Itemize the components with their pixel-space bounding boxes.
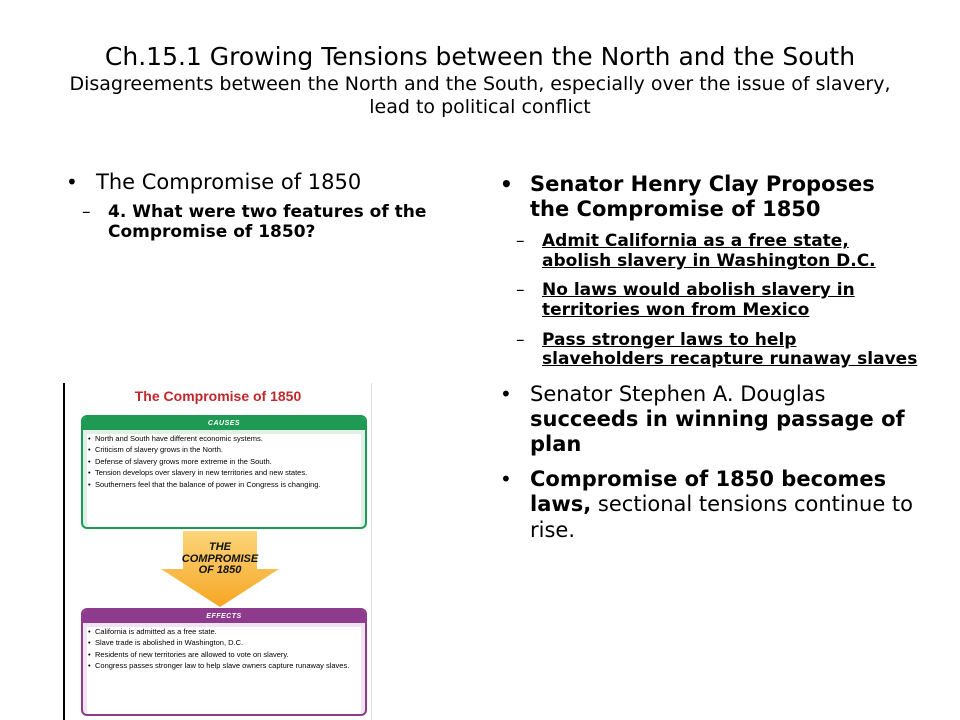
effects-header: EFFECTS: [83, 610, 365, 623]
right-sub-2-text: No laws would abolish slavery in territories won from Mexico: [542, 280, 855, 321]
right-bullet-1: [500, 172, 920, 222]
right-column: [500, 172, 920, 543]
right-bullet-3-normal: sectional tensions continue to rise.: [530, 492, 914, 542]
arrow-label-line-3: OF 1850: [198, 564, 242, 577]
bullet-marker: •: [66, 170, 78, 194]
effect-item: • Congress passes stronger law to help slave owners capture runaway slaves.: [87, 661, 361, 670]
cause-item: • Criticism of slavery grows in the North.: [87, 445, 361, 454]
causes-box: [81, 415, 367, 529]
cause-item: • Southerners feel that the balance of power in Congress is changing.: [87, 480, 361, 489]
left-question-text: 4. What were two features of the Compromise of 1850?: [108, 202, 427, 242]
causes-list: [87, 434, 361, 529]
right-bullet-1-text: Senator Henry Clay Proposes the Compromise of 1850: [530, 172, 875, 222]
infographic-title: The Compromise of 1850: [134, 388, 302, 404]
arrow-label-line-2: COMPROMISE: [181, 552, 259, 565]
right-sub-1: [500, 232, 920, 271]
right-sub-1-text: Admit California as a free state, abolish slavery in Washington D.C.: [542, 231, 876, 271]
compromise-infographic: [63, 383, 372, 720]
left-bullet-text: The Compromise of 1850: [96, 170, 362, 194]
dash-marker: –: [516, 329, 525, 350]
effects-list: [87, 627, 361, 716]
arrow-label: [161, 542, 279, 577]
effect-item: • Slave trade is abolished in Washington, D.C.: [87, 638, 361, 647]
slide-subtitle: Disagreements between the North and the South, especially over the issue of slavery, lead to political conflict: [69, 72, 891, 118]
causes-header: CAUSES: [83, 417, 365, 430]
right-bullet-2-bold: succeeds in winning passage of plan: [530, 406, 905, 457]
right-sub-3: [500, 331, 920, 370]
bullet-marker: •: [500, 467, 512, 492]
dash-marker: –: [516, 231, 525, 252]
left-bullet: [66, 170, 466, 195]
right-bullet-3-bold: Compromise of 1850 becomes laws,: [530, 467, 887, 517]
bullet-marker: •: [500, 172, 513, 196]
slide-title-block: [48, 42, 912, 119]
right-bullet-2-normal: Senator Stephen A. Douglas: [530, 381, 826, 406]
left-column: [66, 170, 466, 242]
bullet-marker: •: [500, 381, 512, 406]
effect-item: • Residents of new territories are allowed to vote on slavery.: [87, 650, 361, 659]
dash-marker: –: [516, 280, 525, 301]
dash-marker: –: [82, 202, 91, 223]
arrow-label-line-1: THE: [209, 541, 231, 553]
right-bullet-2: [500, 382, 920, 458]
effects-box: [81, 608, 367, 716]
right-bullet-3: [500, 467, 920, 543]
cause-item: • North and South have different economic systems.: [87, 434, 361, 443]
cause-item: • Defense of slavery grows more extreme in the South.: [87, 457, 361, 466]
right-sub-2: [500, 281, 920, 320]
right-sub-3-text: Pass stronger laws to help slaveholders recapture runaway slaves: [542, 329, 918, 370]
effect-item: • California is admitted as a free state.: [87, 627, 361, 636]
cause-item: • Tension develops over slavery in new territories and new states.: [87, 468, 361, 477]
slide-title: Ch.15.1 Growing Tensions between the North and the South: [104, 42, 856, 71]
left-question: [66, 203, 466, 242]
